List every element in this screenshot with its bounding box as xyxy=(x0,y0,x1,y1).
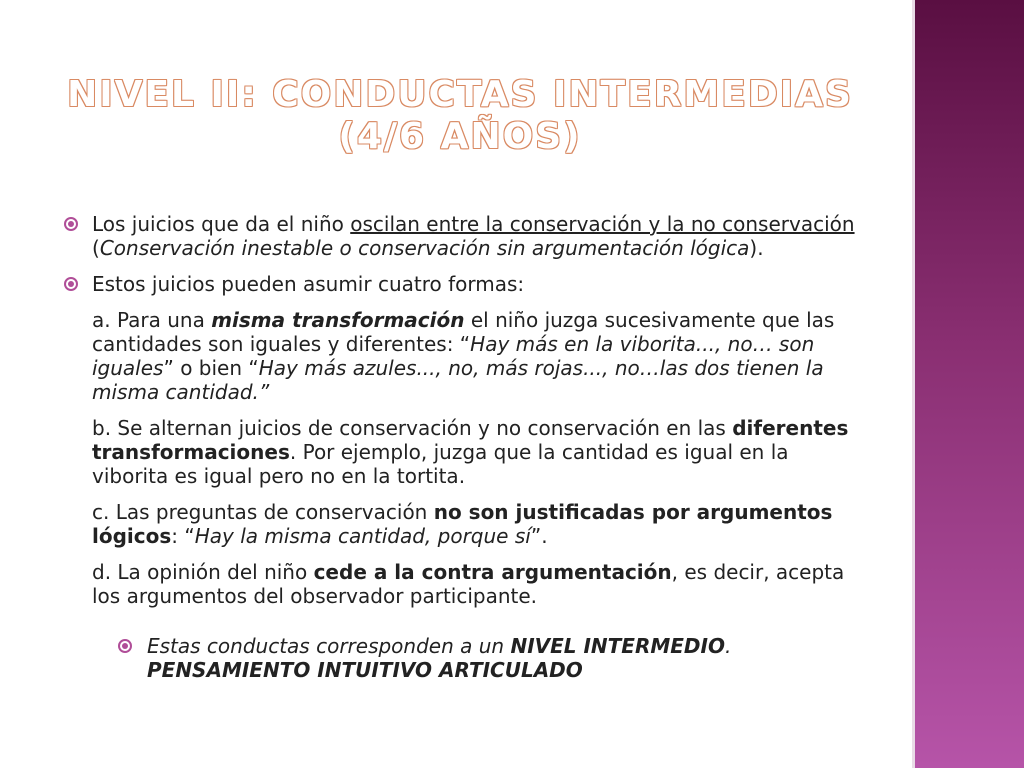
italic-text: Hay más en la viborita..., no… son iguales xyxy=(92,332,815,380)
bullet-circle-icon xyxy=(64,277,78,291)
italic-text: Hay la misma cantidad, porque sí xyxy=(194,524,531,548)
bullet-circle-icon xyxy=(64,217,78,231)
sub-item-a xyxy=(62,308,862,404)
italic-text: . xyxy=(724,634,732,658)
text-segment: : “ xyxy=(171,524,195,548)
text-segment: b. Se alternan juicios de conservación y no conservación en las xyxy=(92,416,733,440)
decorative-sidebar xyxy=(912,0,1024,768)
slide-content xyxy=(62,212,862,682)
bold-italic-text: PENSAMIENTO INTUITIVO ARTICULADO xyxy=(147,658,583,682)
text-segment: ”. xyxy=(530,524,548,548)
text-segment: ). xyxy=(749,236,764,260)
sub-item-b xyxy=(62,416,862,488)
text-segment: ” o bien “ xyxy=(163,356,259,380)
bullet-item-2 xyxy=(62,272,862,296)
bold-text: cede a la contra argumentación xyxy=(313,560,672,584)
bold-italic-text: misma transformación xyxy=(211,308,465,332)
text-segment: c. Las preguntas de conservación xyxy=(92,500,434,524)
sub-item-c xyxy=(62,500,862,548)
sub-item-d xyxy=(62,560,862,608)
italic-text: Hay más azules..., no, más rojas..., no…las dos tienen la misma cantidad.” xyxy=(92,356,824,404)
text-segment: d. La opinión del niño xyxy=(92,560,314,584)
bold-italic-text: NIVEL INTERMEDIO xyxy=(510,634,725,658)
text-segment: , es decir, acepta los argumentos del observador participante. xyxy=(92,560,845,608)
text-segment: Estos juicios pueden asumir cuatro formas: xyxy=(92,272,525,296)
text-segment: . Por ejemplo, juzga que la cantidad es igual en la viborita es igual pero no en la tortita. xyxy=(92,440,789,488)
title-line-1: NIVEL II: CONDUCTAS INTERMEDIAS xyxy=(67,74,853,115)
text-segment: Los juicios que da el niño xyxy=(92,212,351,236)
text-segment: a. Para una xyxy=(92,308,212,332)
italic-text: Conservación inestable o conservación sin argumentación lógica xyxy=(99,236,750,260)
bullet-item-3 xyxy=(62,634,862,682)
title-line-2: (4/6 AÑOS) xyxy=(338,116,582,157)
bold-text: no son justificadas por argumentos lógicos xyxy=(92,500,833,548)
text-segment: ( xyxy=(92,236,100,260)
underlined-text: oscilan entre la conservación y la no conservación xyxy=(350,212,855,236)
bold-text: diferentes transformaciones xyxy=(92,416,849,464)
italic-text: Estas conductas corresponden a un xyxy=(147,634,511,658)
text-segment: el niño juzga sucesivamente que las cantidades son iguales y diferentes: “ xyxy=(92,308,835,356)
bullet-circle-icon xyxy=(118,639,132,653)
slide-title xyxy=(60,74,860,158)
bullet-item-1 xyxy=(62,212,862,260)
